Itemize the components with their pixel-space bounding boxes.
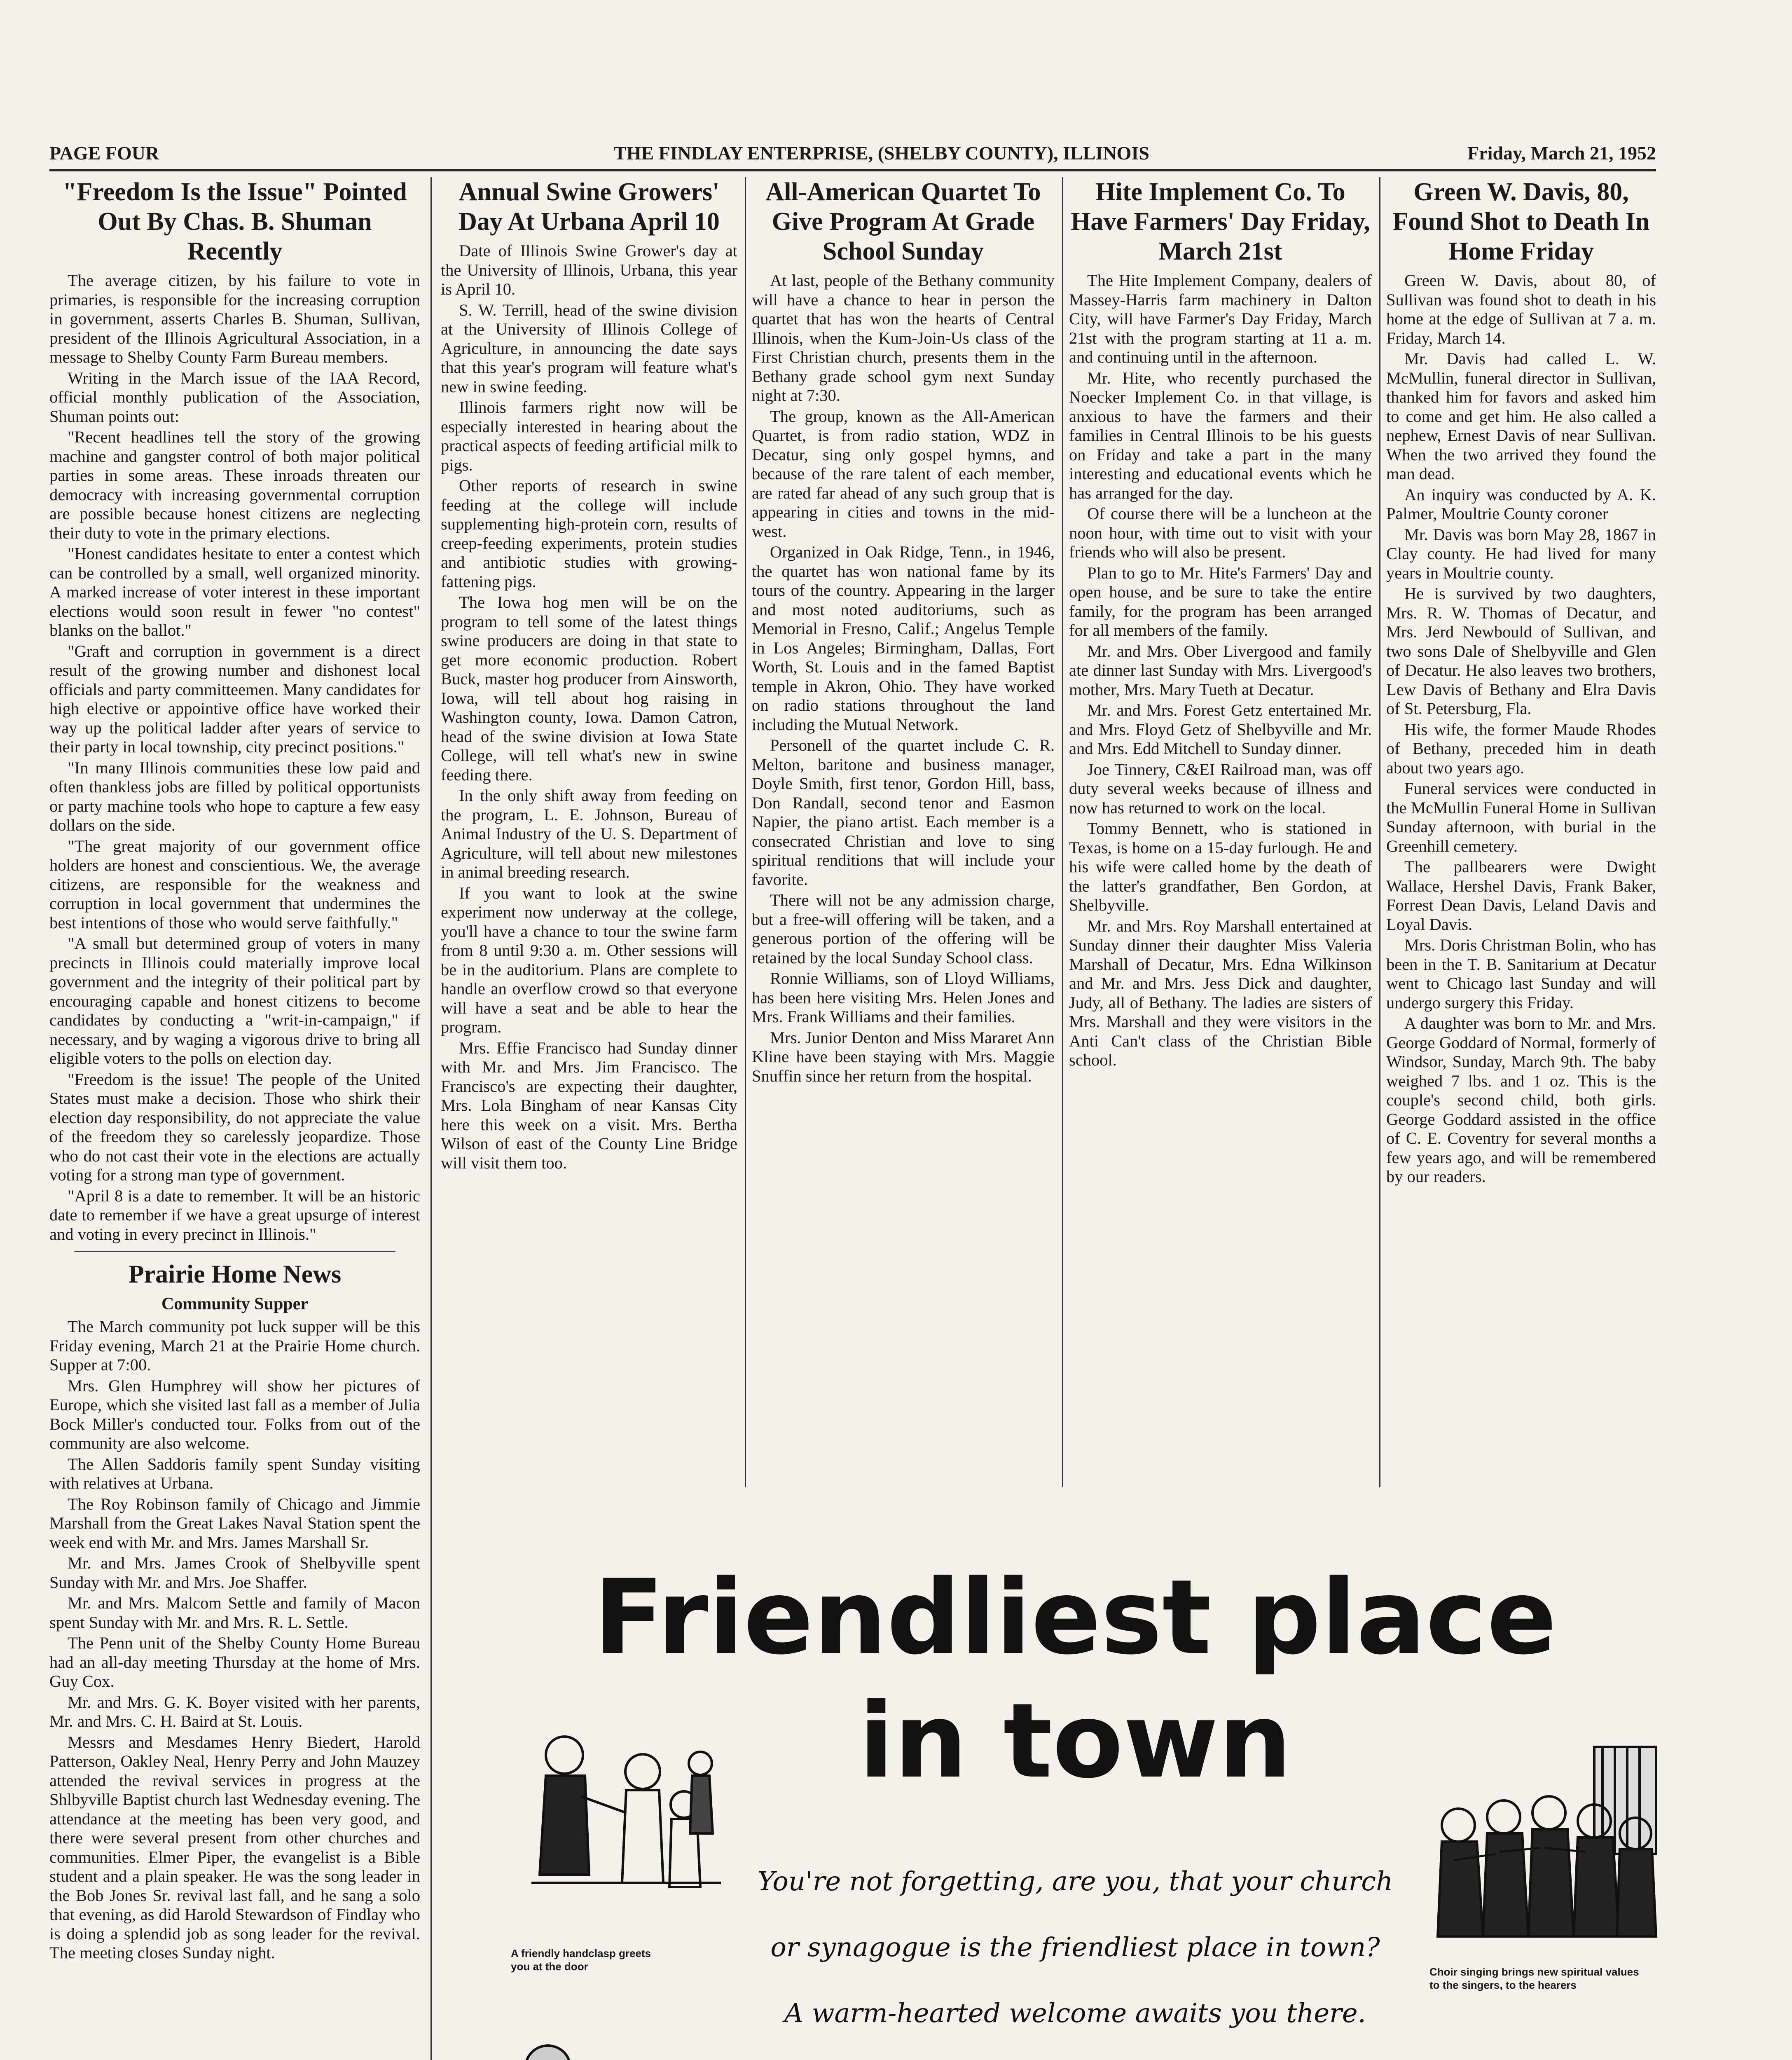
article-paragraph: Mr. and Mrs. Roy Marshall entertained at Sunday dinner their daughter Miss Valeria Marshall of Decatur, Mrs. Edna Wilkinson and Mr. and Mrs. Jess Dick and daughter, Judy, all of Bethany. The ladies are sisters of Mrs. Marshall and they were visitors in the Anti Can't class of the Christian Bible school. — [1069, 916, 1372, 1069]
article-paragraph: "Honest candidates hesitate to enter a contest which can be controlled by a small, well organized minority. A marked increase of voter interest in these important elections would soon result in fewer "no contest" blanks on the ballot." — [49, 544, 420, 639]
article-paragraph: Mrs. Glen Humphrey will show her pictures of Europe, which she visited last fall as a member of Julia Bock Miller's conducted tour. Folks from out of the community are also welcome. — [49, 1376, 420, 1452]
article-paragraph: "A small but determined group of voters in many precincts in Illinois could materially improve local government and the integrity of their political part by encouraging capable and honest citizens to become candidates by conducting a "writ-in-campaign," if necessary, and by waging a vigorous drive to bring all eligible voters to the polls on election day. — [49, 934, 420, 1067]
ad-script-line: You're not forgetting, are you, that your church — [757, 1866, 1393, 1897]
article-paragraph: Personell of the quartet include C. R. Melton, baritone and business manager, Doyle Smith, first tenor, Gordon Hill, bass, Don Randall, second tenor and Easmon Napier, the piano artist. Each member is a consecrated Christian and love to sing spiritual renditions that will include your favorite. — [752, 736, 1055, 889]
article-paragraph: "Graft and corruption in government is a direct result of the growing number and dishonest local officials and party committeemen. Many candidates for high elective or appointive office have worked their way up the political ladder after years of service to their party in local township, city precinct positions." — [49, 641, 420, 756]
article-paragraph: S. W. Terrill, head of the swine division at the University of Illinois College of Agriculture, in announcing the date says that this year's program will feature what's new in swine feeding. — [441, 300, 737, 396]
choir-illustration — [1429, 1743, 1660, 1957]
article-paragraph: His wife, the former Maude Rhodes of Bethany, preceded him in death about two years ago. — [1386, 720, 1656, 777]
article-paragraph: Other reports of research in swine feeding at the college will include supplementing high-protein corn, results of creep-feeding experiments, protein studies and antibiotic studies with growing-fattening pigs. — [441, 476, 737, 591]
article-paragraph: The group, known as the All-American Quartet, is from radio station, WDZ in Decatur, sing only gospel hymns, and because of the rare talent of each member, are rated far ahead of any such group that is appearing in cities and towns in the mid-west. — [752, 407, 1055, 541]
article-paragraph: Mrs. Effie Francisco had Sunday dinner with Mr. and Mrs. Jim Francisco. The Francisco's are expecting their daughter, Mrs. Lola Bingham of near Kansas City here this week on a visit. Mrs. Bertha Wilson of east of the County Line Bridge will visit them too. — [441, 1038, 737, 1172]
article-paragraph: Funeral services were conducted in the McMullin Funeral Home in Sullivan Sunday afternoon, with burial in the Greenhill cemetery. — [1386, 779, 1656, 855]
column-rule — [1379, 177, 1380, 1487]
column-rule — [430, 177, 432, 2060]
article-paragraph: If you want to look at the swine experiment now underway at the college, you'll have a chance to tour the swine farm from 8 until 9:30 a. m. Other sessions will be in the auditorium. Plans are complete to handle an overflow crowd so that everyone will have a seat and be able to hear the program. — [441, 883, 737, 1036]
column-quartet — [752, 177, 1055, 1487]
issue-date: Friday, March 21, 1952 — [1467, 143, 1656, 164]
article-paragraph: Mrs. Junior Denton and Miss Mararet Ann Kline have been staying with Mrs. Maggie Snuffin since her return from the hospital. — [752, 1028, 1055, 1085]
article-paragraph: Mr. and Mrs. Malcom Settle and family of Macon spent Sunday with Mr. and Mrs. R. L. Settle. — [49, 1594, 420, 1632]
article-paragraph: A daughter was born to Mr. and Mrs. George Goddard of Normal, formerly of Windsor, Sunday, March 9th. The baby weighed 7 lbs. and 1 oz. This is the couple's second child, both girls. George Goddard assisted in the office of C. E. Coventry for several months a few years ago, and will be remembered by our readers. — [1386, 1014, 1656, 1186]
column-swine — [441, 177, 737, 1487]
article-paragraph: An inquiry was conducted by A. K. Palmer, Moultrie County coroner — [1386, 485, 1656, 523]
article-paragraph: The March community pot luck supper will be this Friday evening, March 21 at the Prairie Home church. Supper at 7:00. — [49, 1317, 420, 1374]
article-paragraph: "In many Illinois communities these low paid and often thankless jobs are filled by political opportunists or party machine tools who hope to capture a few easy dollars on the side. — [49, 758, 420, 834]
article-paragraph: The pallbearers were Dwight Wallace, Hershel Davis, Frank Baker, Forrest Dean Davis, Leland Davis and Loyal Davis. — [1386, 857, 1656, 934]
column-hite — [1069, 177, 1372, 1487]
article-paragraph: Tommy Bennett, who is stationed in Texas, is home on a 15-day furlough. He and his wife were called home by the death of the latter's grandfather, Ben Gordon, at Shelbyville. — [1069, 819, 1372, 914]
article-paragraph: Mr. and Mrs. Forest Getz entertained Mr. and Mrs. Floyd Getz of Shelbyville and Mr. and Mrs. Edd Mitchell to Sunday dinner. — [1069, 701, 1372, 758]
headline-hite: Hite Implement Co. To Have Farmers' Day Friday, March 21st — [1071, 178, 1370, 265]
article-hite — [1069, 271, 1372, 1070]
article-paragraph: There will not be any admission charge, but a free-will offering will be taken, and a generous portion of the offering will be retained by the local Sunday School class. — [752, 891, 1055, 967]
article-paragraph: Of course there will be a luncheon at the noon hour, with time out to visit with your friends who will also be present. — [1069, 504, 1372, 561]
article-paragraph: Date of Illinois Swine Grower's day at the University of Illinois, Urbana, this year is April 10. — [441, 241, 737, 298]
headline-freedom: "Freedom Is the Issue" Pointed Out By Chas. B. Shuman Recently — [63, 178, 407, 265]
column-freedom — [49, 177, 420, 2060]
caption-choir: Choir singing brings new spiritual values to the singers, to the hearers — [1429, 1966, 1639, 1991]
article-paragraph: Ronnie Williams, son of Lloyd Williams, has been here visiting Mrs. Helen Jones and Mrs. Frank Williams and their families. — [752, 969, 1055, 1026]
church-advertisement — [494, 1545, 1656, 2060]
article-paragraph: The Penn unit of the Shelby County Home Bureau had an all-day meeting Thursday at the home of Mrs. Guy Cox. — [49, 1634, 420, 1690]
column-davis — [1386, 177, 1656, 1487]
article-paragraph: Joe Tinnery, C&EI Railroad man, was off duty several weeks because of illness and now has returned to work on the local. — [1069, 760, 1372, 817]
headline-davis: Green W. Davis, 80, Found Shot to Death In Home Friday — [1392, 178, 1650, 265]
page-number: PAGE FOUR — [49, 143, 159, 164]
article-paragraph: The average citizen, by his failure to vote in primaries, is responsible for the increasing corruption in government, asserts Charles B. Shuman, Sullivan, president of the Illinois Agricultural Association, in a message to Shelby County Farm Bureau members. — [49, 271, 420, 366]
article-paragraph: Illinois farmers right now will be especially interested in hearing about the practical aspects of feeding artificial milk to pigs. — [441, 398, 737, 474]
article-paragraph: Mr. Davis had called L. W. McMullin, funeral director in Sullivan, thanked him for favors and asked him to come and get him. He also called a nephew, Ernest Davis of near Sullivan. When the two arrived they found the man dead. — [1386, 349, 1656, 483]
article-paragraph: The Hite Implement Company, dealers of Massey-Harris farm machinery in Dalton City, will have Farmer's Day Friday, March 21st with the program starting at 11 a. m. and continuing until in the afternoon. — [1069, 271, 1372, 366]
article-paragraph: Mr. and Mrs. James Crook of Shelbyville spent Sunday with Mr. and Mrs. Joe Shaffer. — [49, 1554, 420, 1592]
article-paragraph: Organized in Oak Ridge, Tenn., in 1946, the quartet has won national fame by its tours of the country. Appearing in the larger and most noted auditoriums, such as Memorial in Fresno, Calif.; Angelus Temple in Los Angeles; Birmingham, Dallas, Fort Worth, St. Louis and in the famed Baptist temple in Akron, Ohio. They have worked on radio stations throughout the land including the Mutual Network. — [752, 543, 1055, 734]
article-paragraph: Mr. and Mrs. G. K. Boyer visited with her parents, Mr. and Mrs. C. H. Baird at St. Louis. — [49, 1692, 420, 1730]
article-paragraph: Mrs. Doris Christman Bolin, who has been in the T. B. Sanitarium at Decatur went to Chicago last Sunday and will undergo surgery this Friday. — [1386, 936, 1656, 1012]
article-paragraph: "Freedom is the issue! The people of the United States must make a decision. Those who shirk their election day responsibility, do not appreciate the value of the freedom they so carelessly jeopardize. Those who do not cast their vote in the elections are actually voting for a strong man type of government. — [49, 1070, 420, 1184]
column-rule — [745, 177, 746, 1487]
subhead-community-supper: Community Supper — [161, 1295, 308, 1313]
counsel-illustration — [1442, 2056, 1656, 2060]
caption-handclasp: A friendly handclasp greets you at the door — [511, 1947, 651, 1973]
article-davis — [1386, 271, 1656, 1187]
ad-title-line1: Friendliest place — [594, 1557, 1557, 1677]
article-paragraph: Plan to go to Mr. Hite's Farmers' Day and open house, and be sure to take the entire family, for the program has been arranged for all members of the family. — [1069, 563, 1372, 639]
women-gathering-illustration — [503, 2031, 758, 2060]
ad-script-line: or synagogue is the friendliest place in town? — [770, 1932, 1380, 1963]
article-swine — [441, 241, 737, 1173]
article-quartet — [752, 271, 1055, 1086]
article-paragraph: Mr. and Mrs. Ober Livergood and family ate dinner last Sunday with Mrs. Livergood's mother, Mrs. Mary Tueth at Decatur. — [1069, 641, 1372, 699]
article-paragraph: "April 8 is a date to remember. It will be an historic date to remember if we have a great upsurge of interest and voting in every precinct in Illinois." — [49, 1186, 420, 1243]
handclasp-illustration — [507, 1710, 737, 1941]
article-paragraph: "The great majority of our government office holders are honest and conscientious. We, the average citizens, are responsible for the weakness and corruption in local government that undermines the best intentions of those who would serve faithfully." — [49, 836, 420, 932]
headline-swine: Annual Swine Growers' Day At Urbana April 10 — [459, 178, 720, 236]
ad-title-line2: in town — [859, 1681, 1292, 1801]
article-paragraph: He is survived by two daughters, Mrs. R. W. Thomas of Decatur, and Mrs. Jerd Newbould of Sullivan, and two sons Dale of Shelbyville and Glen of Decatur. He also leaves two brothers, Lew Davis of Bethany and Elra Davis of St. Petersburg, Fla. — [1386, 584, 1656, 718]
article-prairie-home — [49, 1317, 420, 1963]
article-freedom — [49, 271, 420, 1244]
article-paragraph: "Recent headlines tell the story of the growing machine and gangster control of both major political parties in some areas. These inroads threaten our democracy with increasing governmental corruption are possible because honest citizens are neglecting their duty to vote in the primary elections. — [49, 428, 420, 542]
page-header — [49, 132, 1656, 171]
headline-prairie-home: Prairie Home News — [128, 1260, 342, 1288]
article-paragraph: In the only shift away from feeding on the program, L. E. Johnson, Bureau of Animal Industry of the U. S. Department of Agriculture, will tell about new milestones in animal breeding research. — [441, 786, 737, 881]
article-paragraph: The Iowa hog men will be on the program to tell some of the latest things swine producers are doing in that state to get more economic production. Robert Buck, master hog producer from Ainsworth, Iowa, will tell about hog raising in Washington county, Iowa. Damon Catron, head of the swine division at Iowa State College, will tell what's new in swine feeding there. — [441, 593, 737, 784]
paper-name: THE FINDLAY ENTERPRISE, (SHELBY COUNTY), ILLINOIS — [614, 143, 1149, 164]
article-paragraph: Messrs and Mesdames Henry Biedert, Harold Patterson, Oakley Neal, Henry Perry and John Mauzey attended the revival services in progress at the Shlbyville Baptist church last Wednesday evening. The attendance at the meeting has been very good, and there were several present from other churches and communities. Elmer Piper, the evangelist is a Bible student and a plain speaker. He was the song leader in the Bob Jones Sr. revival last fall, and he sang a solo that evening, as did Harold Stewardson of Findlay who is doing a splendid job as song leader for the revival. The meeting closes Sunday night. — [49, 1732, 420, 1962]
ad-script-line: A warm-hearted welcome awaits you there. — [784, 1998, 1366, 2029]
article-paragraph: Writing in the March issue of the IAA Record, official monthly publication of the Association, Shuman points out: — [49, 368, 420, 426]
article-paragraph: The Roy Robinson family of Chicago and Jimmie Marshall from the Great Lakes Naval Station spent the week end with Mr. and Mrs. James Marshall Sr. — [49, 1494, 420, 1552]
article-paragraph: At last, people of the Bethany community will have a chance to hear in person the quartet that has won the hearts of Central Illinois, when the Kum-Join-Us class of the First Christian church, presents them in the Bethany grade school gym next Sunday night at 7:30. — [752, 271, 1055, 405]
column-rule — [1062, 177, 1063, 1487]
article-paragraph: Mr. Hite, who recently purchased the Noecker Implement Co. in that village, is anxious to have the farmers and their families in Central Illinois to be his guests on Friday and take a part in the many interesting and educational events which he has arranged for the day. — [1069, 368, 1372, 502]
article-paragraph: The Allen Saddoris family spent Sunday visiting with relatives at Urbana. — [49, 1454, 420, 1492]
article-paragraph: Mr. Davis was born May 28, 1867 in Clay county. He had lived for many years in Moultrie county. — [1386, 525, 1656, 582]
newspaper-page — [49, 124, 1656, 2060]
article-separator — [74, 1251, 395, 1252]
article-paragraph: Green W. Davis, about 80, of Sullivan was found shot to death in his home at the edge of Sullivan at 7 a. m. Friday, March 14. — [1386, 271, 1656, 347]
headline-quartet: All-American Quartet To Give Program At Grade School Sunday — [765, 178, 1041, 265]
